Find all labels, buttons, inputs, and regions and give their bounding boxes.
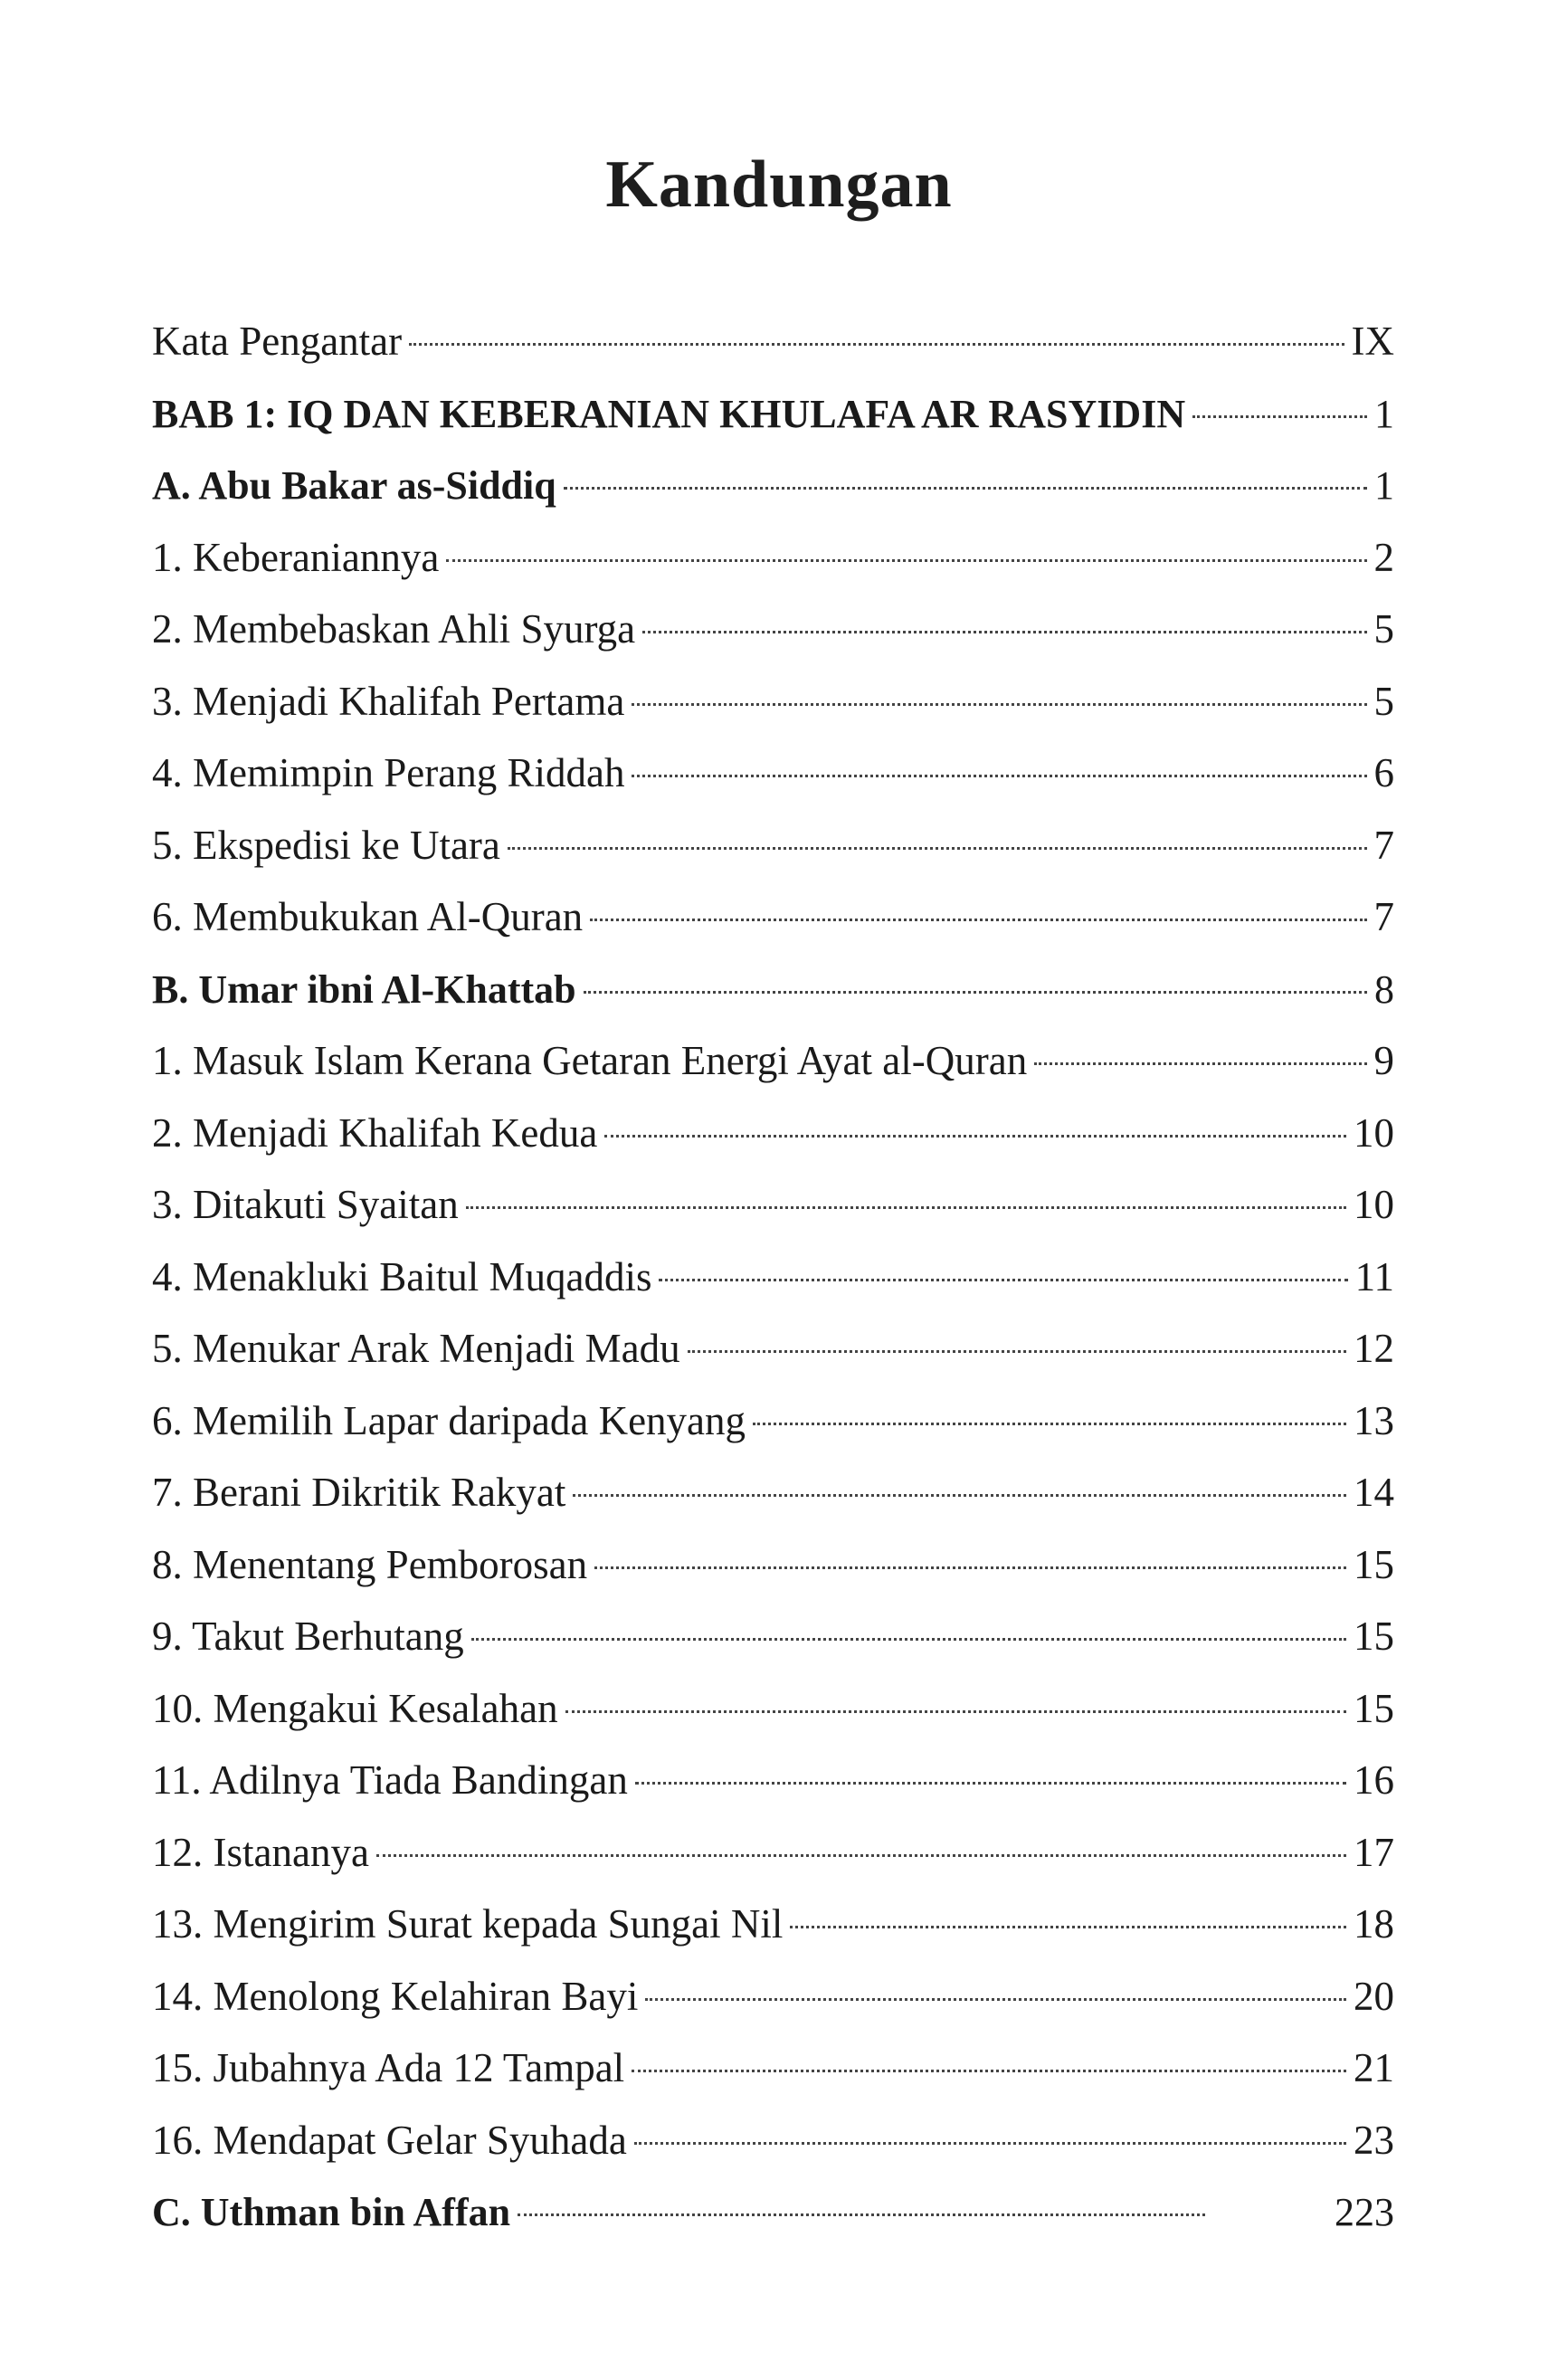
dot-leader (409, 343, 1344, 346)
toc-entry-page-number: 15 (1354, 1614, 1394, 1659)
toc-entry-page-number: 16 (1354, 1757, 1394, 1803)
dot-leader (594, 1566, 1346, 1569)
dot-leader (688, 1350, 1346, 1353)
toc-entry-label: 8. Menentang Pemborosan (152, 1541, 588, 1587)
toc-entry (152, 378, 1394, 451)
toc-entry-page-number: 14 (1354, 1470, 1394, 1515)
toc-entry-page-number: 8 (1374, 966, 1394, 1012)
toc-entry-label: 2. Menjadi Khalifah Kedua (152, 1109, 598, 1156)
toc-entry-page-number: 20 (1354, 1973, 1394, 2019)
dot-leader (573, 1494, 1346, 1497)
toc-entry-page-number: 1 (1374, 391, 1394, 436)
toc-entry (152, 594, 1394, 666)
dot-leader (634, 2142, 1346, 2145)
dot-leader (753, 1423, 1346, 1425)
page-title: Kandungan (605, 148, 953, 222)
toc-entry (152, 1961, 1394, 2033)
toc-entry-label: 14. Menolong Kelahiran Bayi (152, 1973, 639, 2019)
toc-entry-page-number: 12 (1354, 1326, 1394, 1371)
toc-entry-page-number: 10 (1354, 1182, 1394, 1227)
toc-entry-label: 2. Membebaskan Ahli Syurga (152, 606, 636, 652)
dot-leader (518, 2213, 1205, 2216)
dot-leader (632, 2070, 1346, 2072)
toc-entry (152, 1025, 1394, 1098)
dot-leader (645, 1998, 1346, 2001)
dot-leader (632, 775, 1366, 777)
dot-leader (1034, 1062, 1366, 1065)
toc-entry-label: 4. Memimpin Perang Riddah (152, 750, 625, 795)
toc-entry-label: 11. Adilnya Tiada Bandingan (152, 1757, 628, 1803)
toc-entry (152, 954, 1394, 1026)
toc-entry-label: Kata Pengantar (152, 319, 403, 364)
dot-leader (508, 847, 1367, 850)
toc-entry (152, 1673, 1394, 1746)
toc-entry-label: 6. Membukukan Al-Quran (152, 894, 584, 939)
toc-entry-label: 16. Mendapat Gelar Syuhada (152, 2117, 627, 2163)
toc-entry (152, 2105, 1394, 2177)
toc-entry (152, 881, 1394, 954)
dot-leader (1192, 415, 1367, 418)
dot-leader (632, 703, 1366, 706)
toc-entry-label: 3. Menjadi Khalifah Pertama (152, 678, 625, 724)
toc-entry-page-number: 11 (1354, 1253, 1394, 1299)
toc-entry-label: B. Umar ibni Al-Khattab (152, 966, 576, 1012)
toc-entry-label: BAB 1: IQ DAN KEBERANIAN KHULAFA AR RASYIDIN (152, 391, 1186, 436)
toc-entry-page-number: 21 (1354, 2045, 1394, 2090)
toc-entry-label: 6. Memilih Lapar daripada Kenyang (152, 1397, 746, 1443)
toc-entry-label: 1. Keberaniannya (152, 534, 440, 580)
toc-entry-label: 15. Jubahnya Ada 12 Tampal (152, 2045, 625, 2090)
toc-entry (152, 306, 1394, 378)
toc-entry-page-number: 223 (1335, 2190, 1394, 2234)
table-of-contents (152, 306, 1394, 2249)
dot-leader (564, 487, 1367, 490)
toc-entry (152, 1169, 1394, 1242)
toc-entry (152, 666, 1394, 738)
dot-leader (471, 1638, 1346, 1641)
toc-entry (152, 1242, 1394, 1314)
toc-entry (152, 2033, 1394, 2105)
toc-entry (152, 1745, 1394, 1817)
toc-entry-page-number: IX (1351, 319, 1394, 364)
toc-entry-page-number: 23 (1354, 2117, 1394, 2163)
toc-entry (152, 2176, 1394, 2249)
toc-entry (152, 1817, 1394, 1890)
toc-entry-label: 5. Menukar Arak Menjadi Madu (152, 1326, 680, 1371)
toc-entry (152, 1529, 1394, 1602)
dot-leader (466, 1206, 1346, 1209)
toc-entry (152, 522, 1394, 595)
toc-entry-page-number: 17 (1354, 1829, 1394, 1875)
toc-entry-label: 9. Takut Berhutang (152, 1614, 464, 1659)
toc-entry-label: 5. Ekspedisi ke Utara (152, 822, 500, 868)
toc-entry-label: 4. Menakluki Baitul Muqaddis (152, 1253, 652, 1299)
dot-leader (565, 1710, 1346, 1713)
toc-entry-page-number: 6 (1373, 750, 1394, 795)
toc-entry-page-number: 18 (1354, 1901, 1394, 1947)
dot-leader (659, 1279, 1347, 1281)
toc-entry-label: 13. Mengirim Surat kepada Sungai Nil (152, 1901, 784, 1947)
dot-leader (642, 631, 1366, 633)
toc-entry-label: 12. Istananya (152, 1829, 369, 1875)
dot-leader (584, 991, 1367, 994)
toc-entry (152, 810, 1394, 882)
toc-entry (152, 1457, 1394, 1529)
dot-leader (790, 1926, 1346, 1928)
dot-leader (590, 919, 1366, 921)
toc-entry (152, 1385, 1394, 1458)
dot-leader (604, 1135, 1346, 1138)
toc-entry-label: 7. Berani Dikritik Rakyat (152, 1470, 566, 1515)
dot-leader (446, 559, 1366, 562)
toc-entry (152, 450, 1394, 522)
toc-entry-label: 10. Mengakui Kesalahan (152, 1685, 558, 1731)
toc-entry-page-number: 15 (1354, 1685, 1394, 1731)
toc-entry-label: 1. Masuk Islam Kerana Getaran Energi Ayat al-Quran (152, 1038, 1028, 1083)
dot-leader (635, 1782, 1346, 1785)
toc-entry (152, 1313, 1394, 1385)
toc-entry-label: 3. Ditakuti Syaitan (152, 1182, 459, 1227)
toc-entry (152, 1889, 1394, 1961)
toc-entry-page-number: 10 (1354, 1109, 1394, 1156)
toc-entry-page-number: 7 (1373, 822, 1394, 868)
toc-entry-page-number: 5 (1373, 606, 1394, 652)
toc-entry-label: C. Uthman bin Affan (152, 2190, 511, 2234)
toc-entry-page-number: 7 (1373, 894, 1394, 939)
dot-leader (376, 1854, 1346, 1857)
toc-entry-page-number: 13 (1354, 1397, 1394, 1443)
toc-entry-page-number: 1 (1374, 463, 1394, 508)
toc-entry (152, 1098, 1394, 1170)
toc-entry (152, 1601, 1394, 1673)
toc-entry-label: A. Abu Bakar as-Siddiq (152, 463, 556, 508)
toc-entry-page-number: 9 (1373, 1038, 1394, 1083)
toc-entry-page-number: 15 (1354, 1541, 1394, 1587)
toc-entry (152, 738, 1394, 810)
toc-entry-page-number: 2 (1373, 534, 1394, 580)
toc-entry-page-number: 5 (1373, 678, 1394, 724)
